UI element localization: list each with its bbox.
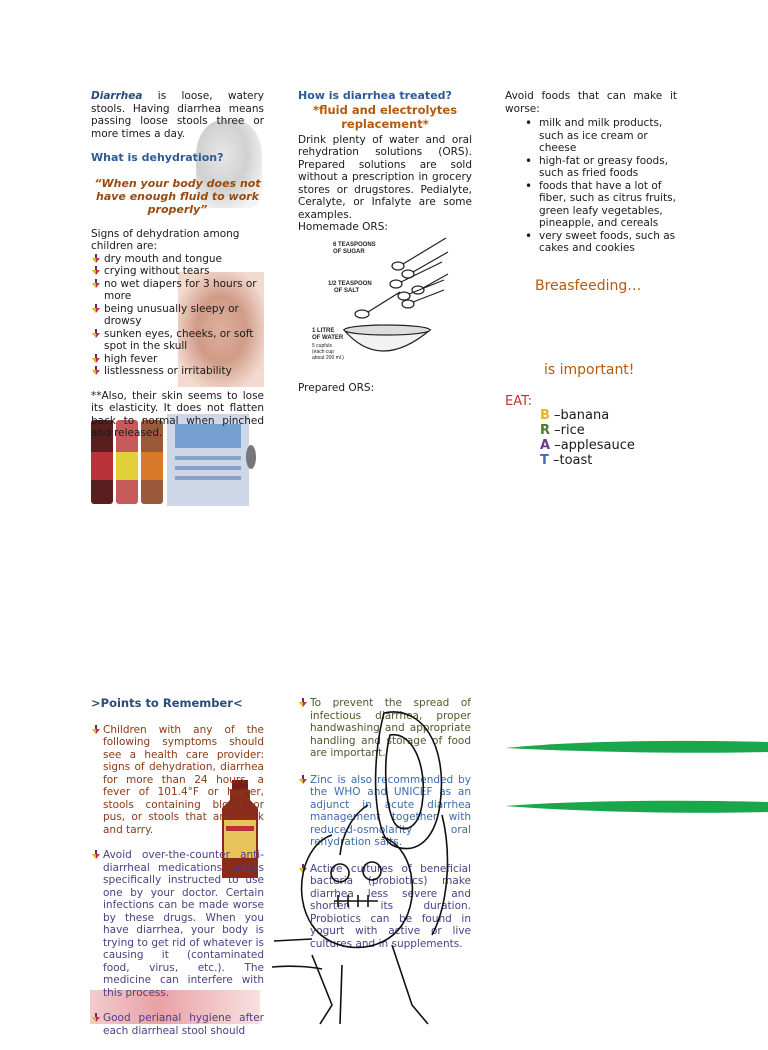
skin-elasticity-note: **Also, their skin seems to lose its elasticity. It does not flatten back to normal when pinched and released. — [91, 389, 264, 439]
list-item: crying without tears — [91, 265, 264, 278]
list-item: no wet diapers for 3 hours or more — [91, 278, 264, 303]
treatment-subheading: *fluid and electrolytes replacement* — [312, 102, 458, 131]
green-leaf-stroke — [505, 738, 768, 756]
prepared-ors-label: Prepared ORS: — [298, 381, 375, 394]
arrow-bullet-icon — [91, 850, 101, 860]
salt-label: 1/2 TEASPOON — [328, 281, 372, 287]
homemade-ors-label: Homemade ORS: — [298, 221, 388, 233]
list-item: Active cultures of beneficial bacteria (probiotics) make diarrhea less severe and shorten its duration. Probiotics can be found in yogurt with active or live cultures and in supplements. — [298, 863, 471, 951]
breastfeeding-important: is important! — [544, 362, 635, 378]
column-definition — [91, 90, 264, 440]
list-item: • milk and milk products, such as ice cream or cheese — [525, 117, 677, 155]
homemade-ors-recipe-illustration — [306, 234, 450, 374]
list-item: being unusually sleepy or drowsy — [91, 303, 264, 328]
list-item: To prevent the spread of infectious diarrhea, proper handwashing and appropriate handling and storage of food are important. — [298, 697, 471, 760]
list-item: • high-fat or greasy foods, such as fried foods — [525, 155, 677, 180]
water-label: 1 LITRE — [312, 328, 335, 334]
arrow-bullet-icon — [91, 254, 101, 264]
avoid-foods-list — [525, 117, 677, 255]
arrow-bullet-icon — [91, 1013, 101, 1023]
arrow-bullet-icon — [91, 266, 101, 276]
list-item: Zinc is also recommended by the WHO and UNICEF as an adjunct in acute diarrhea management together with reduced-osmolarity oral rehydration salts. — [298, 774, 471, 849]
arrow-bullet-icon — [91, 329, 101, 339]
points-to-remember — [91, 697, 264, 1050]
green-leaf-stroke — [505, 798, 768, 816]
toilet-cartoon-illustration — [272, 705, 468, 1024]
list-item: Avoid over-the-counter anti-diarrheal medications unless specifically instructed to use one by your doctor. Certain infections can be made worse by these drugs. When you have diarrhea, your body is trying to get rid of whatever is causing it (contaminated food, virus, etc.). The medicine can interfere with this process. — [91, 849, 264, 999]
list-item: Good perianal hygiene after each diarrheal stool should — [91, 1012, 264, 1037]
breastfeeding-label: Breasfeeding… — [535, 278, 642, 294]
list-item: high fever — [91, 353, 264, 366]
signs-intro: Signs of dehydration among children are: — [91, 227, 240, 252]
eat-label: EAT: — [505, 394, 532, 409]
list-item: • very sweet foods, such as cakes and cookies — [525, 230, 677, 255]
arrow-bullet-icon — [91, 304, 101, 314]
brat-item: T –toast — [540, 453, 593, 468]
dehydration-quote: “When your body does not have enough fluid to work properly” — [94, 176, 261, 216]
arrow-bullet-icon — [91, 725, 101, 735]
list-item: dry mouth and tongue — [91, 253, 264, 266]
svg-text:1 LITREOF WATER: 1 LITRE OF WATER — [312, 328, 344, 341]
arrow-bullet-icon — [91, 279, 101, 289]
list-item: Children with any of the following symptoms should see a health care provider: signs of dehydration, diarrhea for more than 24 hours, a fever of 101.4°F or higher, stools containing blood or pus, or stools that are black and tarry. — [91, 724, 264, 837]
svg-text:5 cupfuls(each cupabout 200 ml: 5 cupfuls (each cup about 200 ml.) — [312, 343, 344, 361]
svg-text:1/2 TEASPOONOF SALT: 1/2 TEASPOON OF SALT — [328, 281, 372, 294]
brat-item: A –applesauce — [540, 438, 635, 453]
list-item: sunken eyes, cheeks, or soft spot in the skull — [91, 328, 264, 353]
points-title: >Points to Remember< — [91, 696, 243, 710]
treatment-text: Drink plenty of water and oral rehydration solutions (ORS). Prepared solutions are sold without a prescription in grocery stores or drugstores. Pedialyte, Ceralyte, or Infalyte are some examples. — [298, 133, 472, 221]
brat-item: B –banana — [540, 408, 610, 423]
sugar-label: 6 TEASPOONS — [333, 242, 376, 248]
svg-text:6 TEASPOONSOF SUGAR: 6 TEASPOONS OF SUGAR — [333, 242, 376, 255]
avoid-foods-intro: Avoid foods that can make it worse: — [505, 90, 677, 115]
list-item: • foods that have a lot of fiber, such as citrus fruits, green leafy vegetables, pineapple, and cereals — [525, 180, 677, 230]
list-item: listlessness or irritability — [91, 365, 264, 378]
dehydration-heading: What is dehydration? — [91, 151, 224, 164]
signs-list — [91, 253, 264, 378]
treatment-heading: How is diarrhea treated? — [298, 89, 452, 102]
arrow-bullet-icon — [91, 366, 101, 376]
column-diet — [505, 90, 677, 255]
term-diarrhea: Diarrhea — [91, 90, 143, 102]
arrow-bullet-icon — [91, 354, 101, 364]
diarrhea-definition: Diarrhea is loose, watery stools. Having diarrhea means passing loose stools three or more times a day. — [91, 90, 264, 140]
brat-item: R –rice — [540, 423, 585, 438]
